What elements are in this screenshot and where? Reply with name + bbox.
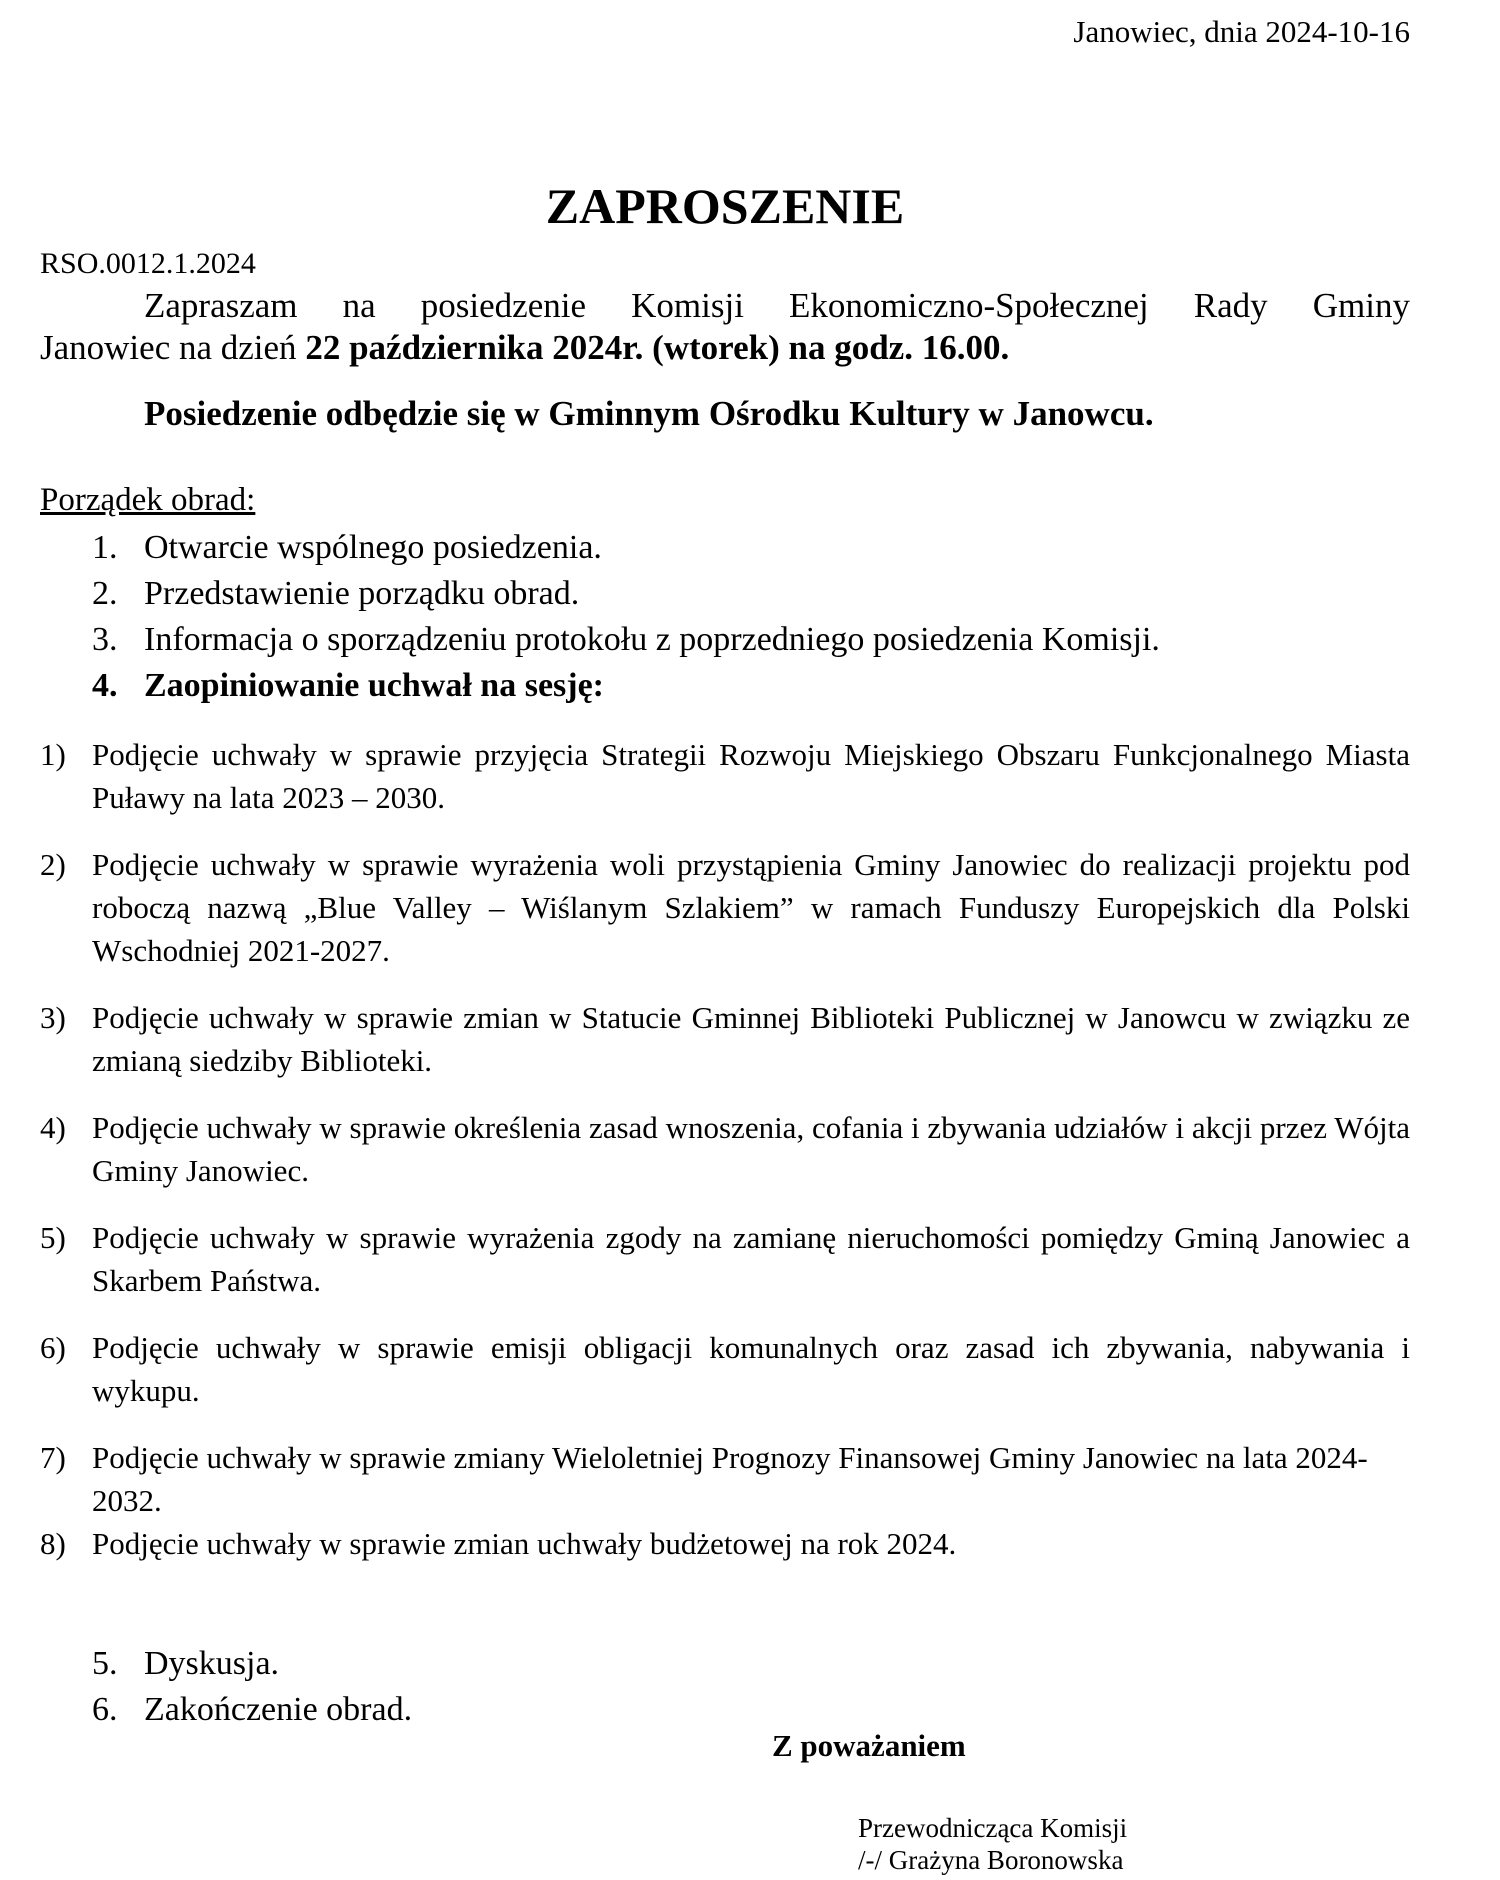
intro-line-1-text: Zapraszam na posiedzenie Komisji Ekonomiczno-Społecznej Rady Gminy — [144, 286, 1410, 325]
agenda-item-number: 6. — [92, 1691, 118, 1728]
agenda-item-number: 2. — [92, 575, 118, 612]
resolution-number: 4) — [40, 1110, 66, 1145]
resolution-number: 3) — [40, 1000, 66, 1035]
resolution-number: 1) — [40, 737, 66, 772]
meeting-location: Posiedzenie odbędzie się w Gminnym Ośrodku Kultury w Janowcu. — [144, 394, 1154, 433]
resolution-text: Podjęcie uchwały w sprawie wyrażenia zgody na zamianę nieruchomości pomiędzy Gminą Janowiec a Skarbem Państwa. — [92, 1220, 1410, 1298]
agenda-item-2 — [92, 572, 579, 616]
agenda-item-number: 3. — [92, 621, 118, 658]
agenda-item-text: Otwarcie wspólnego posiedzenia. — [144, 529, 602, 566]
agenda-item-text: Informacja o sporządzeniu protokołu z poprzedniego posiedzenia Komisji. — [144, 621, 1160, 658]
agenda-item-number: 4. — [92, 667, 118, 704]
resolution-text: Podjęcie uchwały w sprawie emisji obligacji komunalnych oraz zasad ich zbywania, nabywania i wykupu. — [92, 1330, 1410, 1408]
reference-number: RSO.0012.1.2024 — [40, 247, 256, 280]
document-title: ZAPROSZENIE — [545, 178, 905, 234]
resolution-item-3 — [40, 996, 1410, 1082]
resolution-number: 8) — [40, 1526, 66, 1561]
resolution-number: 7) — [40, 1440, 66, 1475]
agenda-item-number: 5. — [92, 1645, 118, 1682]
agenda-item-1 — [92, 526, 602, 570]
resolution-item-5 — [40, 1216, 1410, 1302]
closing-salutation: Z poważaniem — [772, 1728, 966, 1763]
resolution-text: Podjęcie uchwały w sprawie zmiany Wieloletniej Prognozy Finansowej Gminy Janowiec na lata 2024-2032. — [92, 1440, 1368, 1518]
agenda-item-5 — [92, 1642, 279, 1686]
resolution-item-4 — [40, 1106, 1410, 1192]
resolution-item-8 — [40, 1522, 1410, 1565]
resolution-text: Podjęcie uchwały w sprawie przyjęcia Strategii Rozwoju Miejskiego Obszaru Funkcjonalnego Miasta Puławy na lata 2023 – 2030. — [92, 737, 1410, 815]
resolution-text: Podjęcie uchwały w sprawie wyrażenia woli przystąpienia Gminy Janowiec do realizacji projektu pod roboczą nazwą „Blue Valley – Wiślanym Szlakiem” w ramach Funduszy Europejskich dla Polski Wschodniej 2021-2027. — [92, 847, 1410, 968]
agenda-item-text: Zaopiniowanie uchwał na sesję: — [144, 667, 604, 704]
resolution-item-6 — [40, 1326, 1410, 1412]
resolution-text: Podjęcie uchwały w sprawie zmian w Statucie Gminnej Biblioteki Publicznej w Janowcu w związku ze zmianą siedziby Biblioteki. — [92, 1000, 1410, 1078]
agenda-item-text: Przedstawienie porządku obrad. — [144, 575, 580, 612]
agenda-item-6 — [92, 1688, 412, 1732]
agenda-item-number: 1. — [92, 529, 118, 566]
agenda-item-4 — [92, 664, 604, 708]
resolution-item-2 — [40, 843, 1410, 972]
resolution-number: 5) — [40, 1220, 66, 1255]
agenda-item-3 — [92, 618, 1160, 662]
resolution-number: 6) — [40, 1330, 66, 1365]
meeting-date-time: 22 października 2024r. (wtorek) na godz. 16.00. — [305, 328, 1010, 367]
intro-line-1 — [40, 285, 1410, 327]
resolution-number: 2) — [40, 847, 66, 882]
intro-line-2-prefix: Janowiec na dzień — [40, 328, 306, 367]
agenda-heading: Porządek obrad: — [40, 482, 256, 518]
agenda-item-text: Zakończenie obrad. — [144, 1691, 413, 1728]
resolution-text: Podjęcie uchwały w sprawie zmian uchwały budżetowej na rok 2024. — [92, 1526, 957, 1561]
signer-role: Przewodnicząca Komisji — [858, 1813, 1128, 1843]
signer-name: /-/ Grażyna Boronowska — [858, 1845, 1124, 1875]
place-date: Janowiec, dnia 2024-10-16 — [1073, 14, 1410, 49]
resolution-text: Podjęcie uchwały w sprawie określenia zasad wnoszenia, cofania i zbywania udziałów i akcji przez Wójta Gminy Janowiec. — [92, 1110, 1410, 1188]
agenda-item-text: Dyskusja. — [144, 1645, 280, 1682]
resolution-item-1 — [40, 733, 1410, 819]
intro-line-2 — [40, 327, 1410, 369]
resolution-item-7 — [40, 1436, 1410, 1522]
